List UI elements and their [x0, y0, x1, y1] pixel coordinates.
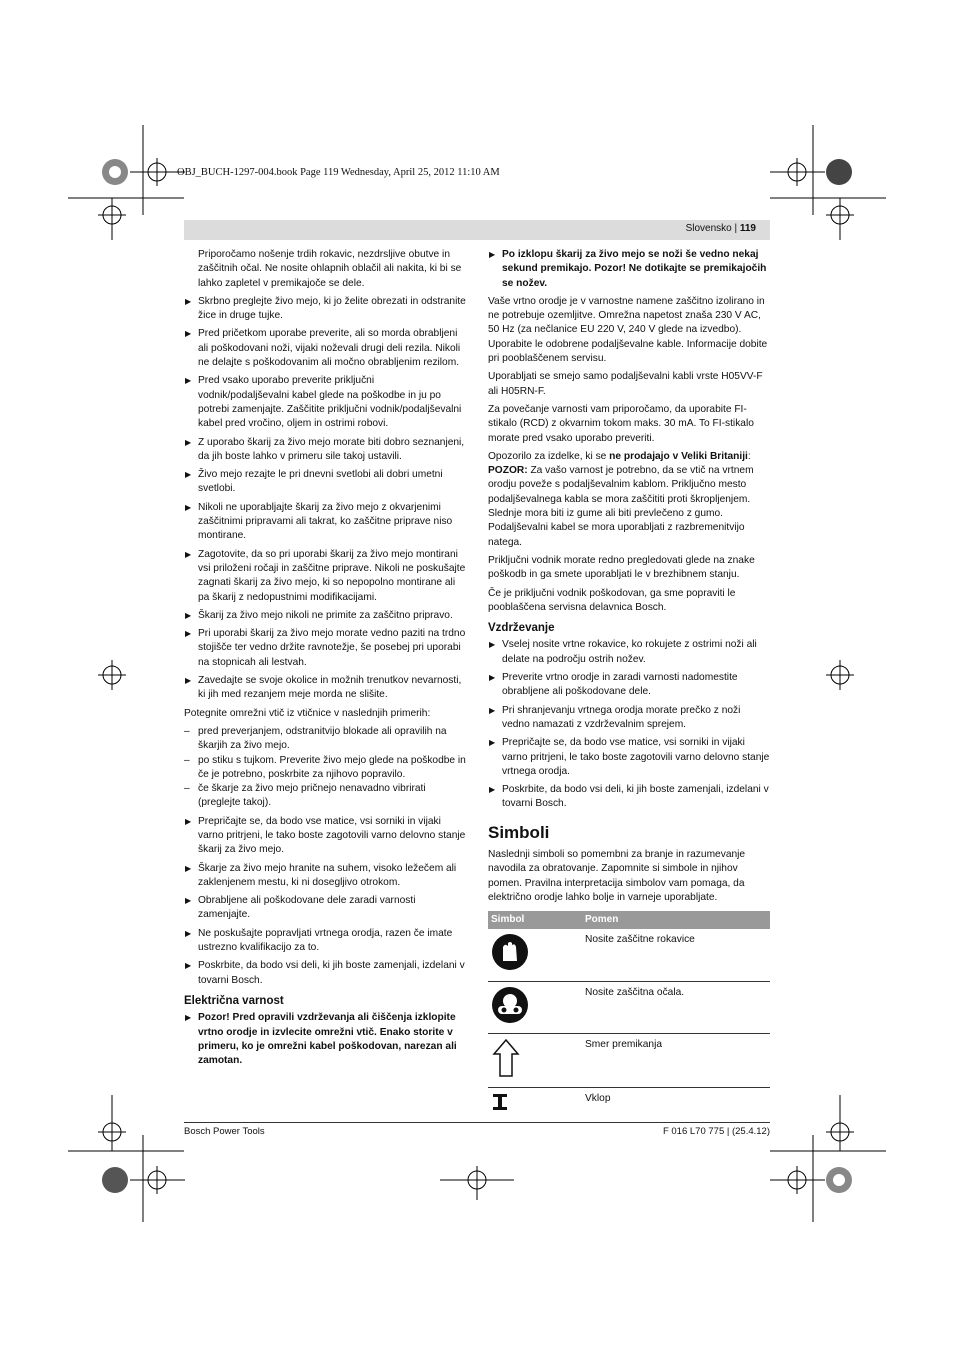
table-row — [488, 1034, 770, 1088]
bullet-triangle-icon: ▶ — [185, 676, 192, 686]
left-column — [184, 248, 466, 1072]
list-item-text: Pred pričetkom uporabe preverite, ali so morda obrabljeni ali poškodovani noži, vijaki noževali drugi deli rezila. Nikoli ne delajte s poškodovanim ali močno obrabljenim rezilom. — [198, 328, 461, 369]
symbol-meaning: Nosite zaščitne rokavice — [582, 929, 770, 981]
safety-bullet-list-2 — [184, 815, 466, 988]
dash-item — [184, 754, 466, 783]
list-item — [488, 704, 770, 733]
symbol-meaning: Smer premikanja — [582, 1034, 770, 1088]
paragraph: Priključni vodnik morate redno pregledovati glede na znake poškodb in ga smete uporabljati le v brezhibnem stanju. — [488, 554, 755, 581]
list-item — [184, 927, 466, 956]
bullet-triangle-icon: ▶ — [185, 610, 192, 620]
list-item-text: Prepričajte se, da bodo vse matice, vsi sorniki in vijaki varno pritrjeni, le tako boste zagotovili varno delovno stanje vrtnega orodja. — [502, 737, 770, 777]
list-item — [184, 548, 466, 605]
list-item-text: Poskrbite, da bodo vsi deli, ki jih boste zamenjali, izdelani v tovarni Bosch. — [198, 960, 465, 986]
dash-marker: – — [184, 725, 190, 737]
bullet-triangle-icon: ▶ — [185, 629, 192, 639]
footer-doc-number: F 016 L70 775 | (25.4.12) — [662, 1126, 770, 1137]
bullet-triangle-icon: ▶ — [489, 673, 496, 683]
list-item-text: Nikoli ne uporabljajte škarij za živo mejo z okvarjenimi zaščitnimi pripravami ali takrat, ko zaščitne priprave niso montirane. — [198, 501, 453, 542]
maintenance-heading: Vzdrževanje — [488, 622, 555, 635]
bullet-triangle-icon: ▶ — [489, 738, 496, 748]
bullet-triangle-icon: ▶ — [185, 816, 192, 826]
bullet-triangle-icon: ▶ — [489, 705, 496, 715]
list-item — [488, 783, 770, 812]
bullet-triangle-icon: ▶ — [185, 437, 192, 447]
bullet-triangle-icon: ▶ — [185, 961, 192, 971]
list-item — [488, 736, 770, 779]
direction-arrow-icon — [491, 1038, 521, 1078]
list-item-text: Obrabljene ali poškodovane dele zaradi varnosti zamenjajte. — [198, 895, 416, 921]
symbols-heading: Simboli — [488, 822, 550, 842]
list-item-text: Preverite vrtno orodje in zaradi varnosti nadomestite obrabljene ali poškodovane dele. — [502, 672, 738, 698]
intro-paragraph: Priporočamo nošenje trdih rokavic, nezdrsljive obutve in zaščitnih očal. Ne nosite ohlapnih oblačil ali nakita, ki bi se lahko zapletel v premikajoče se dele. — [198, 249, 462, 289]
footer-brand: Bosch Power Tools — [184, 1126, 265, 1137]
right-column — [488, 248, 770, 1123]
list-item-text: Zavedajte se svoje okolice in možnih trenutkov nevarnosti, ki jih med rezanjem meje morda ne slišite. — [198, 675, 462, 701]
uk-colon: : — [747, 450, 751, 462]
symbol-meaning: Vklop — [582, 1088, 770, 1122]
list-item-text: Skrbno preglejte živo mejo, ki jo želite obrezati in odstranite žice in druge tujke. — [198, 295, 466, 322]
col-header-symbol: Simbol — [488, 911, 582, 929]
uk-pre: Opozorilo za izdelke, ki se — [488, 450, 610, 462]
list-item — [184, 674, 466, 703]
dash-item-text: pred preverjanjem, odstranitvijo blokade ali opravilih na škarjih za živo mejo. — [198, 725, 447, 752]
safety-bullet-list — [184, 295, 466, 703]
header-page-number: 119 — [739, 223, 756, 234]
list-item — [184, 468, 466, 497]
bullet-triangle-icon: ▶ — [185, 896, 192, 906]
gloves-icon — [491, 933, 529, 971]
footer-divider — [184, 1122, 770, 1123]
bullet-triangle-icon: ▶ — [185, 376, 192, 386]
book-info-line: OBJ_BUCH-1297-004.book Page 119 Wednesday, April 25, 2012 11:10 AM — [177, 167, 500, 178]
table-row — [488, 981, 770, 1033]
electric-bullet — [184, 1011, 466, 1068]
dash-item-text: če škarje za živo mejo pričnejo nenavadno vibrirati (preglejte takoj). — [198, 783, 426, 809]
bullet-triangle-icon: ▶ — [185, 296, 192, 306]
bullet-triangle-icon: ▶ — [185, 928, 192, 938]
list-item — [184, 815, 466, 858]
page-header — [184, 220, 770, 240]
table-row — [488, 929, 770, 981]
list-item-text: Zagotovite, da so pri uporabi škarij za živo mejo montirani vsi priloženi ročaji in zaščitne priprave. Nikoli ne poskušajte zagnati škarij za živo mejo, ki so nepopolno montirane ali pa škarij z nedopustnimi modifikacijami. — [198, 548, 466, 603]
paragraph: Če je priključni vodnik poškodovan, ga sme popraviti le pooblaščena servisna delavnica Bosch. — [488, 587, 736, 613]
bullet-triangle-icon: ▶ — [185, 329, 192, 339]
bullet-triangle-icon: ▶ — [185, 1013, 192, 1023]
dash-item — [184, 782, 466, 811]
bullet-triangle-icon: ▶ — [489, 250, 496, 259]
electric-safety-heading: Električna varnost — [184, 994, 284, 1007]
uk-warning-paragraph — [488, 450, 770, 550]
list-item — [488, 671, 770, 700]
table-row — [488, 1088, 770, 1122]
list-item — [184, 374, 466, 431]
list-item-text: Škarij za živo mejo nikoli ne primite za zaščitno pripravo. — [198, 609, 453, 621]
bullet-triangle-icon: ▶ — [489, 640, 496, 650]
bullet-triangle-icon: ▶ — [185, 502, 192, 512]
pozor-text: Za vašo varnost je potrebno, da se vtič na vrtnem orodju poveže s podaljševalnim kablom. Priključno mesto podaljševalnega kabla se mora zaščititi proti škropljenjem. Slednje mora biti iz gume ali biti prevlečeno z gumo. Podaljševalni kabel se mora uporabljati z razbremenitvijo natega. — [488, 465, 754, 548]
dash-item — [184, 725, 466, 754]
list-item-text: Škarje za živo mejo hranite na suhem, visoko ležečem ali zaklenjenem mestu, ki ni dosegljivo otrokom. — [198, 862, 457, 888]
list-item-text: Pred vsako uporabo preverite priključni vodnik/podaljševalni kabel glede na poškodbe in ju po potrebi zamenjajte. Zaščitite priključni vodnik/podaljševalni kabel pred vročino, oljem in ostrimi robovi. — [198, 375, 462, 430]
plug-intro: Potegnite omrežni vtič iz vtičnice v naslednjih primerih: — [184, 707, 431, 719]
paragraph: Vaše vrtno orodje je v varnostne namene zaščitno izolirano in ne potrebuje ozemljitve. Omrežna napetost znaša 230 V AC, 50 Hz (za nečlanice EU 220 V, 240 V glede na izvedbo). Uporabite le odobrene podaljševalne kable. Informacije dobite pri pooblaščenem servisu. — [488, 295, 768, 365]
list-item-text: Z uporabo škarij za živo mejo morate biti dobro seznanjeni, da jih boste lahko v primeru sile takoj ustavili. — [198, 436, 465, 462]
list-item-text: Prepričajte se, da bodo vse matice, vsi sorniki in vijaki varno pritrjeni, le tako boste zagotovili varno delovno stanje škarij za živo mejo. — [198, 815, 466, 856]
list-item — [184, 327, 466, 370]
dash-marker: – — [184, 754, 190, 766]
list-item-text: Pri uporabi škarij za živo mejo morate vedno paziti na trdno stojišče ter vedno držite ravnotežje, še posebej pri uporabi na stopnicah ali lestvah. — [198, 628, 466, 668]
list-item-text: Ne poskušajte popravljati vrtnega orodja, razen če imate ustrezno kvalifikacijo za to. — [198, 927, 453, 954]
symbol-meaning: Nosite zaščitna očala. — [582, 981, 770, 1033]
list-item-text: Poskrbite, da bodo vsi deli, ki jih boste zamenjali, izdelani v tovarni Bosch. — [502, 784, 769, 810]
dash-marker: – — [184, 783, 190, 795]
header-language: Slovensko — [685, 223, 732, 234]
maintenance-bullet-list — [488, 638, 770, 811]
list-item — [184, 862, 466, 891]
paragraph: Za povečanje varnosti vam priporočamo, da uporabite FI-stikalo (RCD) z okvarnim tokom maks. 30 mA. To FI-stikalo morate pred vsako uporabo preveriti. — [488, 403, 754, 444]
bullet-triangle-icon: ▶ — [185, 549, 192, 559]
list-item — [488, 638, 770, 667]
list-item — [184, 959, 466, 988]
list-item — [184, 894, 466, 923]
list-item — [184, 436, 466, 465]
bullet-triangle-icon: ▶ — [185, 863, 192, 873]
list-item — [184, 627, 466, 670]
symbols-intro: Naslednji simboli so pomembni za branje in razumevanje navodila za obratovanje. Zapomnite si simbole in njihov pomen. Pravilna interpretacija simbolov vam pomaga, da električno orodje lahko bolje in varneje uporabljate. — [488, 848, 746, 903]
list-item — [184, 501, 466, 544]
goggles-icon — [491, 986, 529, 1024]
list-item-text: Živo mejo rezajte le pri dnevni svetlobi ali dobri umetni svetlobi. — [198, 469, 443, 495]
switch-on-icon — [491, 1092, 509, 1112]
paragraph: Uporabljati se smejo samo podaljševalni kabli vrste H05VV-F ali H05RN-F. — [488, 371, 763, 397]
bullet-triangle-icon: ▶ — [185, 470, 192, 480]
header-page-label: Slovensko | 119 — [685, 223, 756, 234]
top-bullet-text: Po izklopu škarij za živo mejo se noži še vedno nekaj sekund premikajo. Pozor! Ne dotikajte se premikajočih se nožev. — [502, 249, 767, 289]
symbols-table — [488, 911, 770, 1122]
pozor-label: POZOR: — [488, 465, 528, 477]
col-header-meaning: Pomen — [582, 911, 770, 929]
electric-bullet-text: Pozor! Pred opravili vzdrževanja ali čiščenja izklopite vrtno orodje in izvlecite omrežni vtič. Enako storite v primeru, ko je omrežni kabel poškodovan, narezan ali zamotan. — [198, 1012, 457, 1067]
list-item — [184, 295, 466, 324]
uk-bold: ne prodajajo v Veliki Britaniji — [609, 450, 748, 462]
top-bullet — [488, 248, 770, 291]
list-item-text: Vselej nosite vrtne rokavice, ko rokujete z ostrimi noži ali delate na področju ostrih nožev. — [502, 639, 757, 665]
list-item — [184, 609, 466, 623]
bullet-triangle-icon: ▶ — [489, 785, 496, 795]
list-item-text: Pri shranjevanju vrtnega orodja morate prečko z noži vedno namazati z vzdrževalnim sprejem. — [502, 704, 741, 730]
dash-item-text: po stiku s tujkom. Preverite živo mejo glede na poškodbe in če je potrebno, poskrbite za njihovo popravilo. — [198, 754, 466, 780]
plug-dash-list — [184, 725, 466, 811]
